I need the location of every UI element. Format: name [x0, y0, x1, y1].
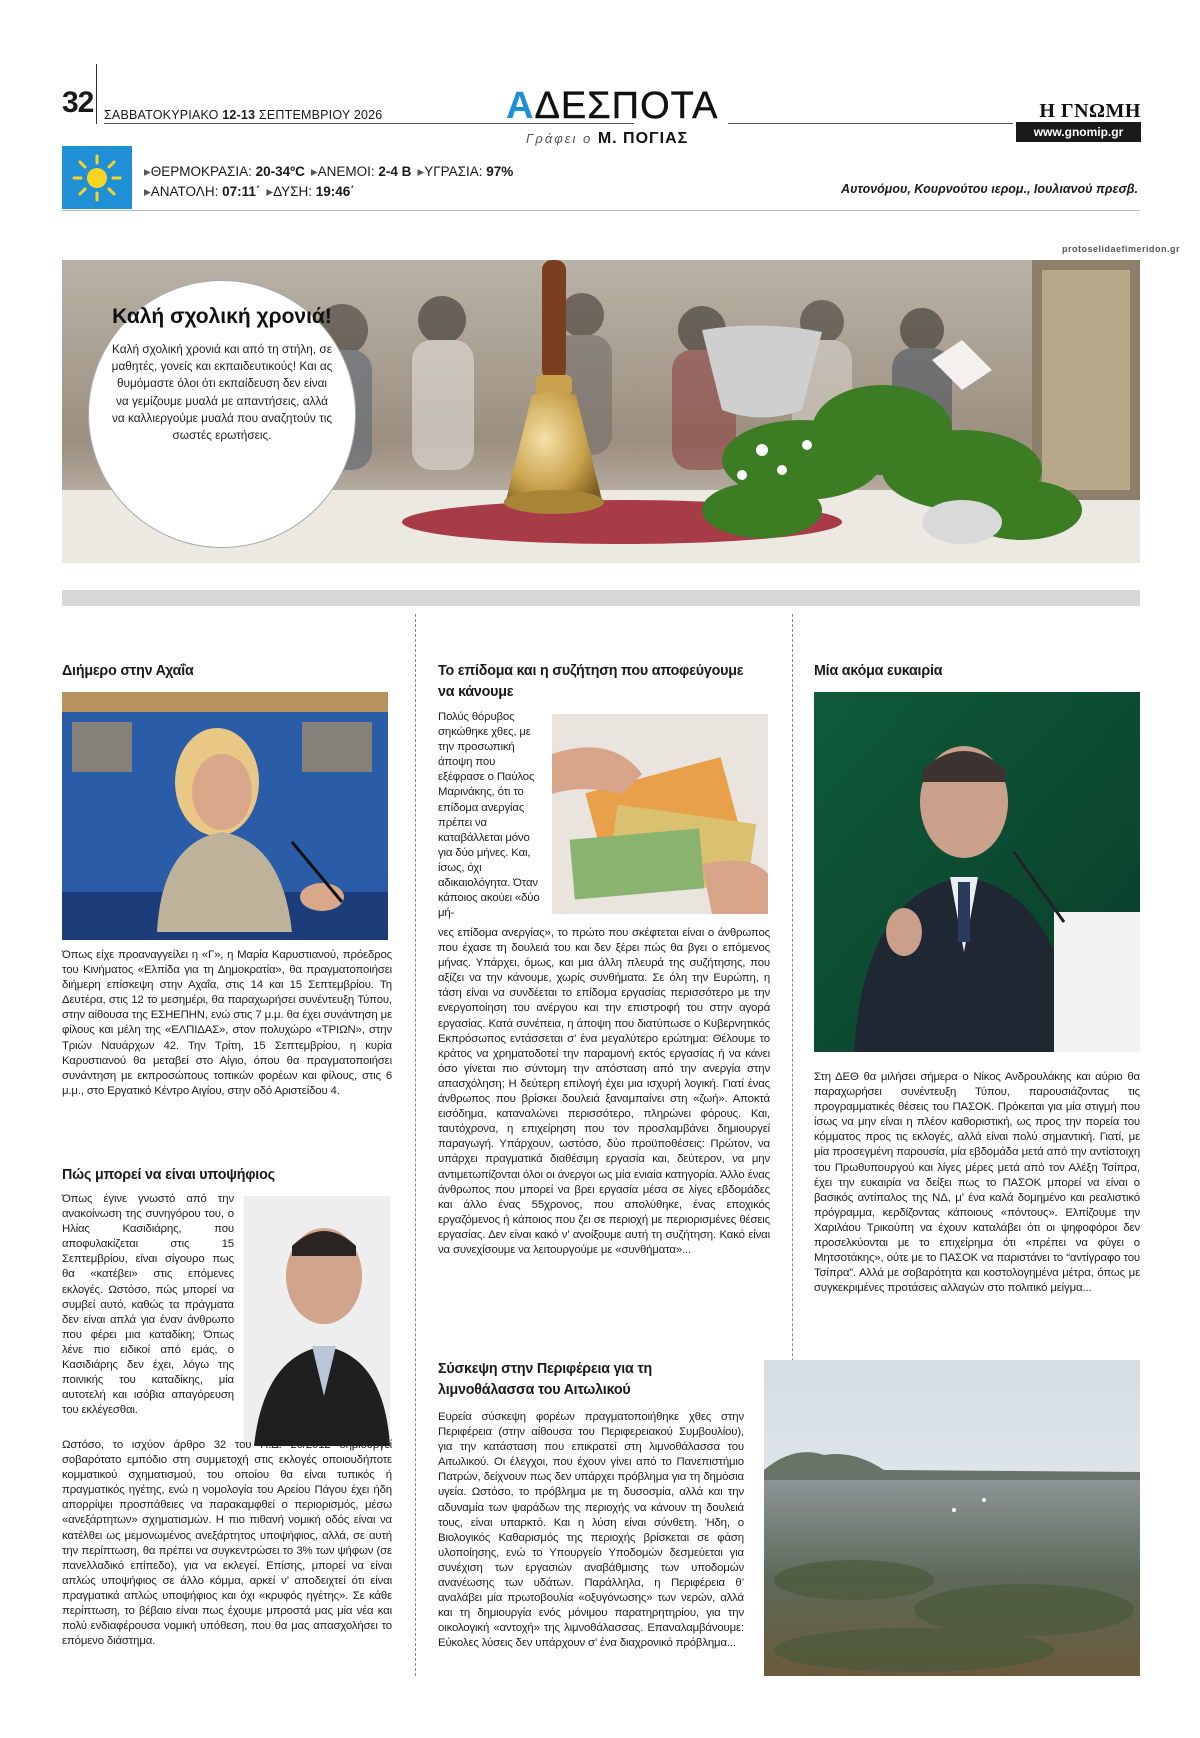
weather-row-1	[144, 164, 513, 180]
headline-benefit: Το επίδομα και η συζήτηση που αποφεύγουμε να κάνουμε	[438, 662, 744, 700]
wind: ▸ ΑΝΕΜΟΙ: 2-4 Β	[311, 164, 412, 180]
section-bar	[62, 590, 1140, 606]
article-lagoon-body: Ευρεία σύσκεψη φορέων πραγματοποιήθηκε χθες στην Περιφέρεια (στην αίθουσα του Περιφερειακού Συμβουλίου), για την κατάσταση που επικρατεί στη λιμνοθάλασσα του Αιτωλικού. Οι έλεγχοι, που έχουν γίνει από το Πανεπιστήμιο Πατρών, δείχνουν πως δεν υπάρχει πρόβλημα για τη δημόσια υγεία. Ωστόσο, το πρόβλημα με τη δυσοσμία, αλλά και την αδυναμία των ψαράδων της περιοχής να κάνουν τη δουλειά τους, είναι υπαρκτό. Και η λύση είναι σύνθετη. Ήδη, ο Βιολογικός Καθαρισμός της περιοχής βρίσκεται σε φάση υλοποίησης, ενώ το Υπουργείο Υποδομών δεσμεύεται για συνέχιση των εργασιών αναβάθμισης των υποδομών ανανέωσης των υδάτων. Παράλληλα, η Περιφέρεια θ’ αναλάβει μία πρωτοβουλία «οξυγόνωσης» των νερών, αλλά και τη δημιουργία ενός μόνιμου παρατηρητηρίου, για την οικολογική «αντοχή» της λιμνοθάλασσας. Επαναλαμβάνουμε: Εύκολες λύσεις δεν υπάρχουν σ’ ένα διαχρονικό πρόβλημα...	[438, 1411, 744, 1650]
newspaper-url[interactable]: www.gnomip.gr	[1016, 122, 1141, 142]
article-benefit-body-wrap: Πολύς θόρυβος σηκώθηκε χθες, με την προσωπική άποψη που εξέφρασε ο Παύλος Μαρινάκης, ότι το επίδομα ανεργίας πρέπει να καταβάλλεται μόνο για δύο μήνες. Και, ίσως, όχι αδικαιολόγητα. Όταν κάποιος ακούει «δύο μή-	[438, 711, 540, 920]
header-divider	[96, 64, 97, 124]
karystianou-photo	[62, 692, 388, 940]
dateline: ΣΑΒΒΑΤΟΚΥΡΙΑΚΟ 12-13 ΣΕΠΤΕΜΒΡΙΟΥ 2026	[104, 108, 383, 122]
headline-lagoon: Σύσκεψη στην Περιφέρεια για τη λιμνοθάλασσα του Αιτωλικού	[438, 1360, 653, 1398]
column-title: ΑΔΕΣΠΟΤΑ	[506, 85, 719, 127]
byline: Γράφει ο Μ. ΠΟΓΙΑΣ	[526, 130, 689, 147]
article-benefit-body: νες επίδομα ανεργίας», το πρώτο που σκέφτεται είναι ο άνθρωπος που έχασε τη δουλειά του και δεν ξέρει πώς θα βγει ο επόμενος μήνας. Υπάρχει, όμως, και μια άλλη πλευρά της συζήτησης, που αξίζει να την κάνουμε, χωρίς συνθήματα. Σε όλη την Ευρώπη, η τάση είναι να συνδέεται το επίδομα εργασίας περισσότερο με την ενεργοποίηση του ανέργου και την επιστροφή του στην αγορά εργασίας. Κατά συνέπεια, η άποψη που διατύπωσε ο Κυβερνητικός Εκπρόσωπος εντάσσεται σ’ ένα μεγαλύτερο ερώτημα: Θέλουμε το κράτος να χρηματοδοτεί την παραμονή εκτός εργασίας ή να κάνει όσο γίνεται πιο σύντομη την απόσταση από την ανεργία στην απασχόληση; Η δεύτερη επιλογή έχει μια ισχυρή λογική. Γιατί ένας άνθρωπος που βρίσκει δουλειά ξαναμπαίνει στη «ζωή». Αποκτά εισόδημα, καταναλώνει περισσότερο, πληρώνει φόρους. Και, ταυτόχρονα, η επιχείρηση που τον προσλαμβάνει δημιουργεί παραγωγή. Υπάρχουν, ωστόσο, δύο προϋποθέσεις: Πρώτον, να υπάρχει πραγματικά διαθέσιμη εργασία και, δεύτερον, να μην αντιμετωπίζονται όλοι οι άνεργοι ως μία ενιαία κατηγορία. Άλλο ένας άνθρωπος που μπορεί να βρει εργασία μέσα σε λίγες εβδομάδες και άλλο ένας 55χρονος, που απολύθηκε, ένας εποχικός εργαζόμενος ή κάποιος που ζει σε περιοχή με περιορισμένες θέσεις εργασίας. Δεν είναι κακό ν’ ανοίξουμε αυτή τη συζήτηση. Κακό είναι να συνεχίσουμε να λειτουργούμε με «συνθήματα»...	[438, 927, 770, 1256]
hero-title: Καλή σχολική χρονιά!	[112, 305, 332, 328]
sun-icon	[71, 154, 123, 202]
article-achaia-body: Όπως είχε προαναγγείλει η «Γ», η Μαρία Καρυστιανού, πρόεδρος του Κινήματος «Ελπίδα για τη Δημοκρατία», θα πραγματοποιήσει διήμερη επίσκεψη στην Αχαΐα, στις 14 και 15 Σεπτεμβρίου. Τη Δευτέρα, στις 12 το μεσημέρι, θα παραχωρήσει συνέντευξη Τύπου, στην αίθουσα της ΕΣΗΕΠΗΝ, ενώ στις 7 μ.μ. θα έχει συνάντηση με φίλους και μέλη της «ΕΛΠΙΔΑΣ», στον πολυχώρο «ΤΡΙΩΝ», στην Τριών Ναυάρχων 42. Την Τρίτη, 15 Σεπτεμβρίου, η κυρία Καρυστιανού θα μεταβεί στο Αίγιο, όπου θα πραγματοποιήσει συνάντηση με εκπροσώπους τοπικών φορέων και φίλους, στις 6 μ.μ., στο Εργατικό Κέντρο Αιγίου, στην οδό Αριστείδου 4.	[62, 949, 392, 1097]
page-number: 32	[62, 86, 94, 119]
headline-achaia: Διήμερο στην Αχαΐα	[62, 662, 194, 679]
kasidiaris-photo	[244, 1196, 390, 1446]
headline-candidate: Πώς μπορεί να είναι υποψήφιος	[62, 1166, 275, 1183]
header-rule-right	[728, 123, 1013, 124]
euro-money-photo	[552, 714, 768, 914]
article-opportunity-body: Στη ΔΕΘ θα μιλήσει σήμερα ο Νίκος Ανδρουλάκης και αύριο θα παραχωρήσει συνέντευξη Τύπου, παρουσιάζοντας τις προγραμματικές θέσεις του ΠΑΣΟΚ. Πρόκειται για μία στιγμή που ίσως να μην είναι η πλέον καθοριστική, ως προς την πορεία του κόμματος προς τις εκλογές, αλλά είναι πολύ σημαντική. Γιατί, με μία προσεγμένη παρουσία, μία εβδομάδα μετά από την αντίστοιχη του Πρωθυπουργού και λίγες μέρες μετά από τον Αλέξη Τσίπρα, έχει την ευκαιρία να δείξει πως το ΠΑΣΟΚ μπορεί να είναι ο βασικός αντίπαλος της ΝΔ, μ’ ένα καλά δομημένο και ρεαλιστικό πρόγραμμα, κερδίζοντας κάποιους «πόντους». Ελπίζουμε την Χαριλάου Τρικούπη να έχουν καταλάβει ότι οι ψηφοφόροι δεν προσελκύονται με το επιχείρημα ότι «πρέπει να φύγει ο Μητσοτάκης», ούτε με το ΠΑΣΟΚ να παριστάνει το “αντίγραφο του Τσίπρα”. Αλλά με σοβαρότητα και κοστολογημένα μέτρα, όπως με συγκεκριμένες προτάσεις αλλαγών στο πολιτικό μείγμα...	[814, 1071, 1140, 1295]
weather-rule	[62, 210, 1140, 211]
column-divider-1	[415, 614, 416, 1676]
article-candidate-body: Ωστόσο, το ισχύον άρθρο 32 του Π.Δ. 26/2012 δημιουργεί σοβαρότατο εμπόδιο στη συμμετοχή στις εκλογές οποιουδήποτε κομματικού σχηματισμού, του οποίου θα είναι τυπικός ή πραγματικός ηγέτης, ενώ η νομολογία του Αρείου Πάγου έχει ήδη απορρίψει προσπάθειες να παρακαμφθεί ο περιορισμός, μέσω «ανεξάρτητων» σχηματισμών. Η πιο πιθανή νομική οδός είναι να κατέλθει ως μεμονωμένος ανεξάρτητος υποψήφιος, αλλά, σε αυτή την περίπτωση, θα πρέπει να συγκεντρώσει το 3% των ψήφων (σε πανελλαδικό επίπεδο), για να εκλεγεί. Επίσης, μπορεί να είναι απλώς υποψήφιος σε άλλο κόμμα, αρκεί ν’ αποδειχτεί ότι είναι πραγματικά απλώς υποψήφιος και όχι «κρυφός ηγέτης». Σε κάθε περίπτωση, το βέβαιο είναι πως έχουμε μπροστά μας μία νέα και πολύ ενδιαφέρουσα νομική υπόθεση, που θα μας απασχολήσει το επόμενο διάστημα.	[62, 1439, 392, 1648]
weather-row-2	[144, 184, 355, 200]
hero-callout	[88, 280, 356, 548]
sunrise: ▸ ΑΝΑΤΟΛΗ: 07:11΄	[144, 184, 260, 200]
namedays: Αυτονόμου, Κουρνούτου ιερομ., Ιουλιανού πρεσβ.	[841, 182, 1138, 196]
humidity: ▸ ΥΓΡΑΣΙΑ: 97%	[417, 164, 513, 180]
hero-body: Καλή σχολική χρονιά και από τη στήλη, σε μαθητές, γονείς και εκπαιδευτικούς! Και ας θυμόμαστε όλοι ότι εκπαίδευση δεν είναι να γεμίζουμε μυαλά με απαντήσεις, αλλά να καλλιεργούμε μυαλά που αναζητούν τις σωστές ερωτήσεις.	[111, 342, 333, 443]
sunset: ▸ ΔΥΣΗ: 19:46΄	[266, 184, 354, 200]
weather-box	[62, 146, 132, 209]
watermark: protoselidaefimeridon.gr	[1061, 244, 1180, 254]
newspaper-logo: Η ΓΝΩΜΗ	[1039, 100, 1141, 122]
androulakis-photo	[814, 692, 1140, 1052]
lagoon-photo	[764, 1360, 1140, 1676]
temperature: ▸ ΘΕΡΜΟΚΡΑΣΙΑ: 20-34ºC	[144, 164, 305, 180]
headline-opportunity: Μία ακόμα ευκαιρία	[814, 662, 943, 679]
article-candidate-body-wrap: Όπως έγινε γνωστό από την ανακοίνωση της συνηγόρου του, ο Ηλίας Κασιδιάρης, που αποφυλακίζεται στις 15 Σεπτεμβρίου, είναι σίγουρο πως θα «κατέβει» στις επόμενες εκλογές. Ωστόσο, πώς μπορεί να συμβεί αυτό, καθώς τα πράγματα δεν είναι απλά για έναν άνθρωπο που φέρει μια καταδίκη; Όπως λένε πιο ειδικοί από εμάς, ο Κασιδιάρης δεν έχει, λόγω της ποινικής του καταδίκης, μία αυτοτελή και ισόβια απαγόρευση του εκλέγεσθαι.	[62, 1193, 234, 1417]
